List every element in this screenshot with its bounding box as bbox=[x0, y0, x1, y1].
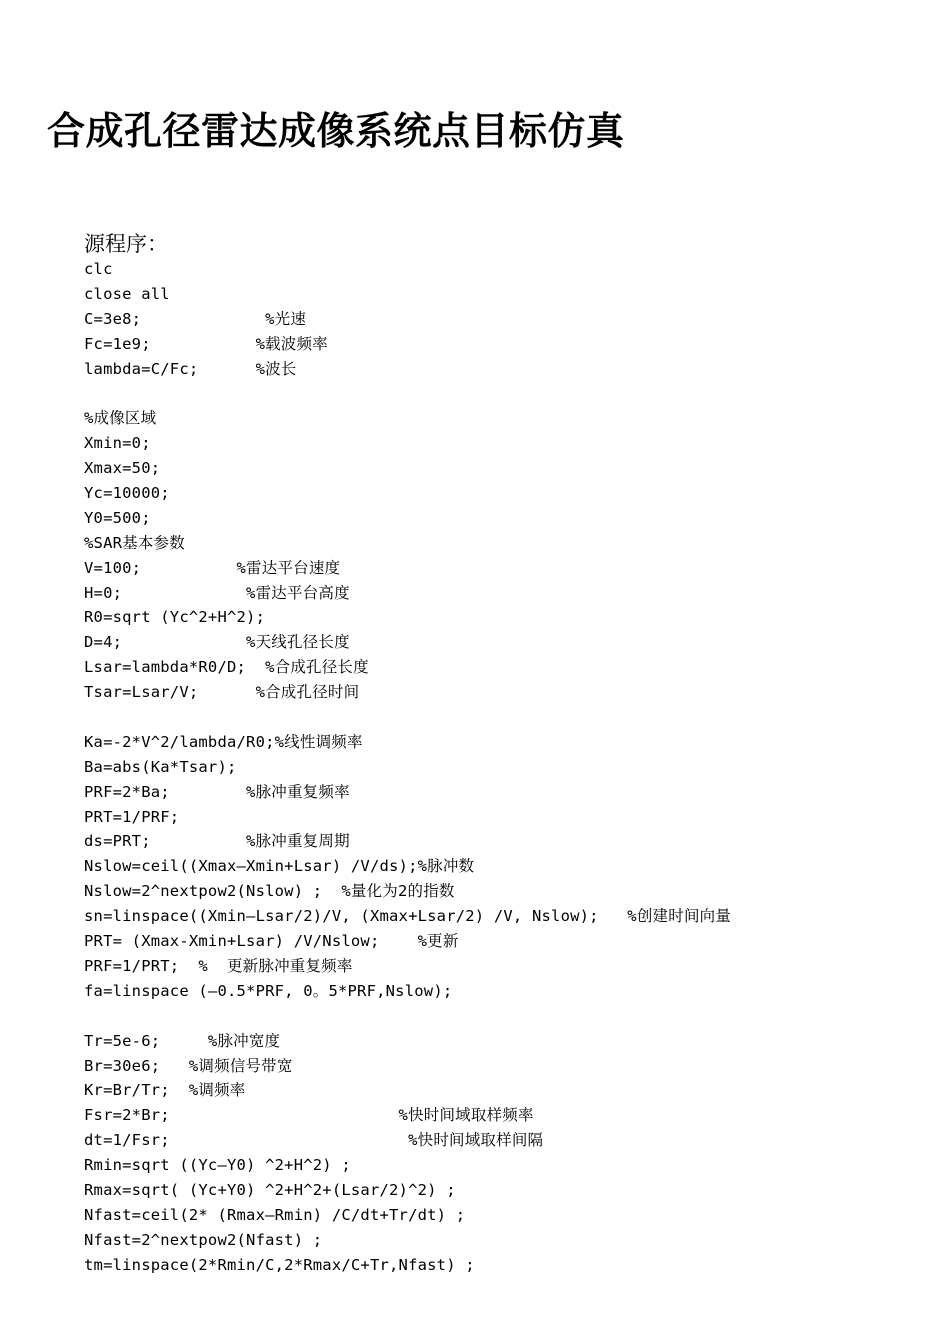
code-line: Br=30e6; %调频信号带宽 bbox=[84, 1056, 293, 1075]
code-line bbox=[84, 1004, 731, 1029]
code-line: H=0; %雷达平台高度 bbox=[84, 583, 350, 602]
code-line: Nslow=2^nextpow2(Nslow) ; %量化为2的指数 bbox=[84, 882, 455, 901]
code-line: Lsar=lambda*R0/D; %合成孔径长度 bbox=[84, 658, 369, 677]
code-line: lambda=C/Fc; %波长 bbox=[84, 359, 297, 378]
source-code-block bbox=[84, 257, 731, 1278]
source-code-label: 源程序： bbox=[84, 232, 168, 256]
code-line: Nfast=2^nextpow2(Nfast) ; bbox=[84, 1230, 323, 1249]
code-line: PRT= (Xmax-Xmin+Lsar) /V/Nslow; %更新 bbox=[84, 932, 459, 951]
code-line: fa=linspace (—0.5*PRF, 0。5*PRF,Nslow); bbox=[84, 981, 453, 1000]
code-line: dt=1/Fsr; %快时间域取样间隔 bbox=[84, 1131, 544, 1150]
code-line: tm=linspace(2*Rmin/C,2*Rmax/C+Tr,Nfast) ; bbox=[84, 1255, 475, 1274]
code-line: close all bbox=[84, 284, 170, 303]
code-line: Ka=-2*V^2/lambda/R0;%线性调频率 bbox=[84, 732, 363, 751]
code-line: Tsar=Lsar/V; %合成孔径时间 bbox=[84, 683, 360, 702]
code-line: Yc=10000; bbox=[84, 484, 170, 503]
code-line: sn=linspace((Xmin—Lsar/2)/V, (Xmax+Lsar/2) /V, Nslow); %创建时间向量 bbox=[84, 907, 732, 926]
code-line: %成像区域 bbox=[84, 409, 157, 428]
code-line: ds=PRT; %脉冲重复周期 bbox=[84, 832, 350, 851]
code-line: Kr=Br/Tr; %调频率 bbox=[84, 1081, 246, 1100]
document-title: 合成孔径雷达成像系统点目标仿真 bbox=[47, 109, 625, 153]
code-line: Fc=1e9; %载波频率 bbox=[84, 334, 328, 353]
code-line: clc bbox=[84, 260, 113, 278]
code-line: D=4; %天线孔径长度 bbox=[84, 633, 350, 652]
code-line: Tr=5e-6; %脉冲宽度 bbox=[84, 1031, 281, 1050]
code-line: Nfast=ceil(2* (Rmax—Rmin) /C/dt+Tr/dt) ; bbox=[84, 1205, 466, 1224]
code-line: Fsr=2*Br; %快时间域取样频率 bbox=[84, 1106, 534, 1125]
code-line: Y0=500; bbox=[84, 508, 151, 527]
code-line: V=100; %雷达平台速度 bbox=[84, 558, 341, 577]
code-line bbox=[84, 381, 731, 406]
code-line: Ba=abs(Ka*Tsar); bbox=[84, 757, 237, 776]
code-line bbox=[84, 705, 731, 730]
code-line: %SAR基本参数 bbox=[84, 533, 185, 552]
code-line: PRT=1/PRF; bbox=[84, 807, 180, 826]
code-line: C=3e8; %光速 bbox=[84, 309, 307, 328]
code-line: R0=sqrt (Yc^2+H^2); bbox=[84, 608, 266, 627]
code-line: Nslow=ceil((Xmax—Xmin+Lsar) /V/ds);%脉冲数 bbox=[84, 857, 475, 876]
code-line: Xmax=50; bbox=[84, 459, 161, 478]
code-line: PRF=2*Ba; %脉冲重复频率 bbox=[84, 782, 350, 801]
code-line: Rmax=sqrt( (Yc+Y0) ^2+H^2+(Lsar/2)^2) ; bbox=[84, 1180, 456, 1199]
code-line: PRF=1/PRT; % 更新脉冲重复频率 bbox=[84, 956, 353, 975]
code-line: Xmin=0; bbox=[84, 434, 151, 453]
code-line: Rmin=sqrt ((Yc—Y0) ^2+H^2) ; bbox=[84, 1156, 351, 1175]
